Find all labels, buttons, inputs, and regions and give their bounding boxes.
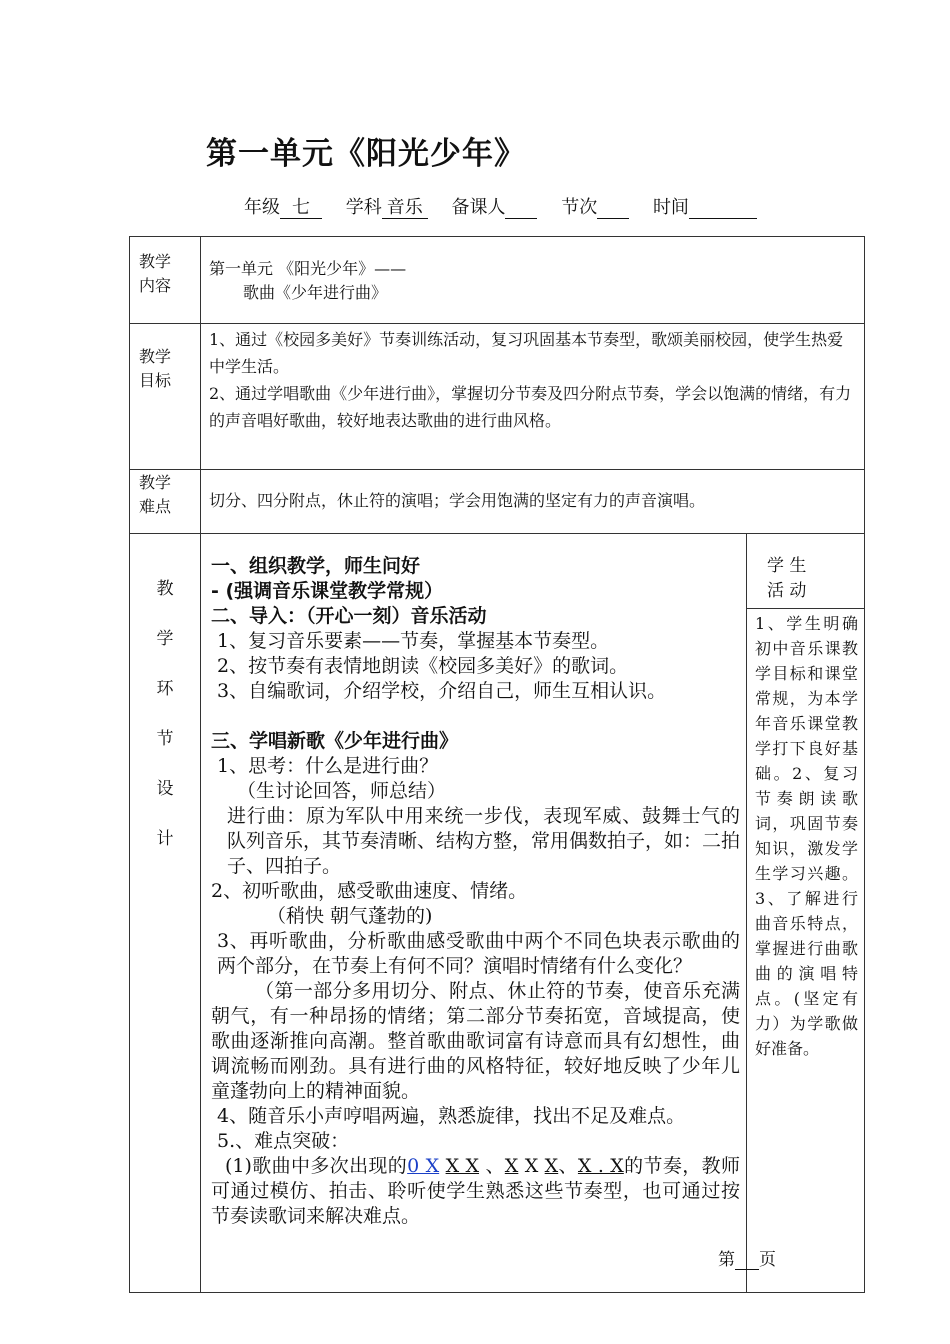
vertical-char: 节 <box>156 729 174 749</box>
subject-field <box>346 197 428 218</box>
rhythm-paragraph <box>211 1154 740 1229</box>
vertical-char: 教 <box>156 579 174 599</box>
teaching-goals-cell <box>201 324 865 470</box>
teaching-process-cell <box>201 534 747 1293</box>
vertical-char: 设 <box>156 779 174 799</box>
vertical-char: 学 <box>156 629 174 649</box>
period-value <box>597 198 629 219</box>
step-item: 2、初听歌曲，感受歌曲速度、情绪。 <box>211 880 528 902</box>
page-suffix: 页 <box>759 1250 776 1270</box>
rhythm-separator: 、 <box>485 1155 505 1177</box>
step-item: 5.、难点突破： <box>217 1130 350 1152</box>
preparer-value <box>505 198 537 219</box>
header-line: 学 生 <box>767 556 807 576</box>
goal-item: 2、通过学唱歌曲《少年进行曲》，掌握切分节奏及四分附点节奏，学会以饱满的情绪，有力的声音唱好歌曲，较好地表达歌曲的进行曲风格。 <box>209 384 852 430</box>
rhythm-pattern-link[interactable]: 0 X <box>407 1155 440 1177</box>
label-line: 教学 <box>139 252 172 271</box>
rhythm-pattern: X <box>504 1155 519 1177</box>
rhythm-pattern: X X <box>445 1155 480 1177</box>
label-line: 目标 <box>139 371 172 390</box>
page-number-blank <box>735 1251 759 1270</box>
section-heading: 一、组织教学，师生问好 <box>211 555 421 577</box>
label-teaching-content <box>130 237 201 324</box>
step-note: （稍快 朝气蓬勃的) <box>267 905 433 927</box>
section-heading: 三、学唱新歌《少年进行曲》 <box>211 730 459 752</box>
label-teaching-design <box>130 534 201 1293</box>
student-activity-text: 1、学生明确初中音乐课教学目标和课堂常规，为本学年音乐课堂教学打下良好基础。2、复习节奏朗读歌词，巩固节奏知识，激发学生学习兴趣。3、了解进行曲音乐特点，掌握进行曲歌曲的演唱特点。(坚定有力）为学歌做好准备。 <box>755 614 858 1058</box>
subject-label: 学科 <box>345 197 382 218</box>
period-label: 节次 <box>561 197 598 218</box>
step-item: 1、复习音乐要素——节奏，掌握基本节奏型。 <box>217 630 610 652</box>
rhythm-intro: (1)歌曲中多次出现的 <box>225 1155 408 1177</box>
difficulty-text: 切分、四分附点，休止符的演唱；学会用饱满的坚定有力的声音演唱。 <box>209 491 706 510</box>
grade-field <box>244 197 322 218</box>
page-prefix: 第 <box>718 1250 735 1270</box>
label-line: 难点 <box>139 497 172 516</box>
section-subnote: - (强调音乐课堂教学常规） <box>211 580 444 602</box>
time-field <box>653 197 757 218</box>
step-paragraph: 3、再听歌曲，分析歌曲感受歌曲中两个不同色块表示歌曲的两个部分，在节奏上有何不同？演唱时情绪有什么变化？ <box>217 930 740 977</box>
lesson-plan-table <box>129 236 865 1293</box>
step-paragraph: （第一部分多用切分、附点、休止符的节奏，使音乐充满朝气，有一种昂扬的情绪；第二部分节奏拓宽，音域提高，使歌曲逐渐推向高潮。整首歌曲歌词富有诗意而具有幻想性，曲调流畅而刚劲。具有进行曲的风格特征，较好地反映了少年儿童蓬勃向上的精神面貌。 <box>211 980 740 1102</box>
content-line: 第一单元 《阳光少年》—— <box>209 259 407 278</box>
lesson-meta <box>244 193 757 219</box>
teaching-difficulty-cell <box>201 470 865 534</box>
rhythm-pattern: X <box>544 1155 559 1177</box>
row-teaching-content <box>130 237 865 324</box>
label-line: 教学 <box>139 347 172 366</box>
rhythm-pattern: X . X <box>577 1155 624 1177</box>
rhythm-separator: 、 <box>558 1155 578 1177</box>
grade-value: 七 <box>280 198 322 219</box>
content-line: 歌曲《少年进行曲》 <box>243 283 388 302</box>
student-activity-header <box>747 534 864 609</box>
header-line: 活 动 <box>767 581 807 601</box>
step-note: （生讨论回答，师总结） <box>237 780 447 802</box>
subject-value: 音乐 <box>382 198 428 219</box>
label-teaching-difficulty <box>130 470 201 534</box>
vertical-char: 环 <box>156 679 174 699</box>
goal-item: 1、通过《校园多美好》节奏训练活动，复习巩固基本节奏型，歌颂美丽校园，使学生热爱中学生活。 <box>209 330 844 376</box>
section-heading: 二、导入：（开心一刻）音乐活动 <box>211 605 487 627</box>
preparer-field <box>451 197 537 218</box>
student-activity-cell <box>747 534 865 1293</box>
step-item: 4、随音乐小声哼唱两遍，熟悉旋律，找出不足及难点。 <box>217 1105 686 1127</box>
preparer-label: 备课人 <box>451 197 506 218</box>
step-item: 3、自编歌词，介绍学校，介绍自己，师生互相认识。 <box>217 680 667 702</box>
time-label: 时间 <box>652 197 689 218</box>
row-teaching-design <box>130 534 865 1293</box>
step-item: 2、按节奏有表情地朗读《校园多美好》的歌词。 <box>217 655 629 677</box>
rhythm-pattern: X <box>524 1155 539 1177</box>
vertical-char: 计 <box>156 829 174 849</box>
grade-label: 年级 <box>244 197 280 218</box>
step-item: 1、思考：什么是进行曲？ <box>217 755 439 777</box>
page-number <box>718 1245 776 1270</box>
document-title: 第一单元《阳光少年》 <box>206 136 526 172</box>
label-line: 内容 <box>139 276 172 295</box>
time-value <box>689 198 757 219</box>
row-teaching-goals <box>130 324 865 470</box>
label-teaching-goals <box>130 324 201 470</box>
label-line: 教学 <box>139 473 172 492</box>
row-teaching-difficulty <box>130 470 865 534</box>
step-paragraph: 进行曲：原为军队中用来统一步伐，表现军威、鼓舞士气的 队列音乐，其节奏清晰、结构方整，常用偶数拍子，如：二拍子、四拍子。 <box>227 805 741 877</box>
period-field <box>561 197 629 218</box>
rhythm-explanation: 的节奏，教师可通过模仿、拍击、聆听使学生熟悉这些节奏型，也可通过按节奏读歌词来解决难点。 <box>211 1155 740 1227</box>
teaching-content-cell <box>201 237 865 324</box>
